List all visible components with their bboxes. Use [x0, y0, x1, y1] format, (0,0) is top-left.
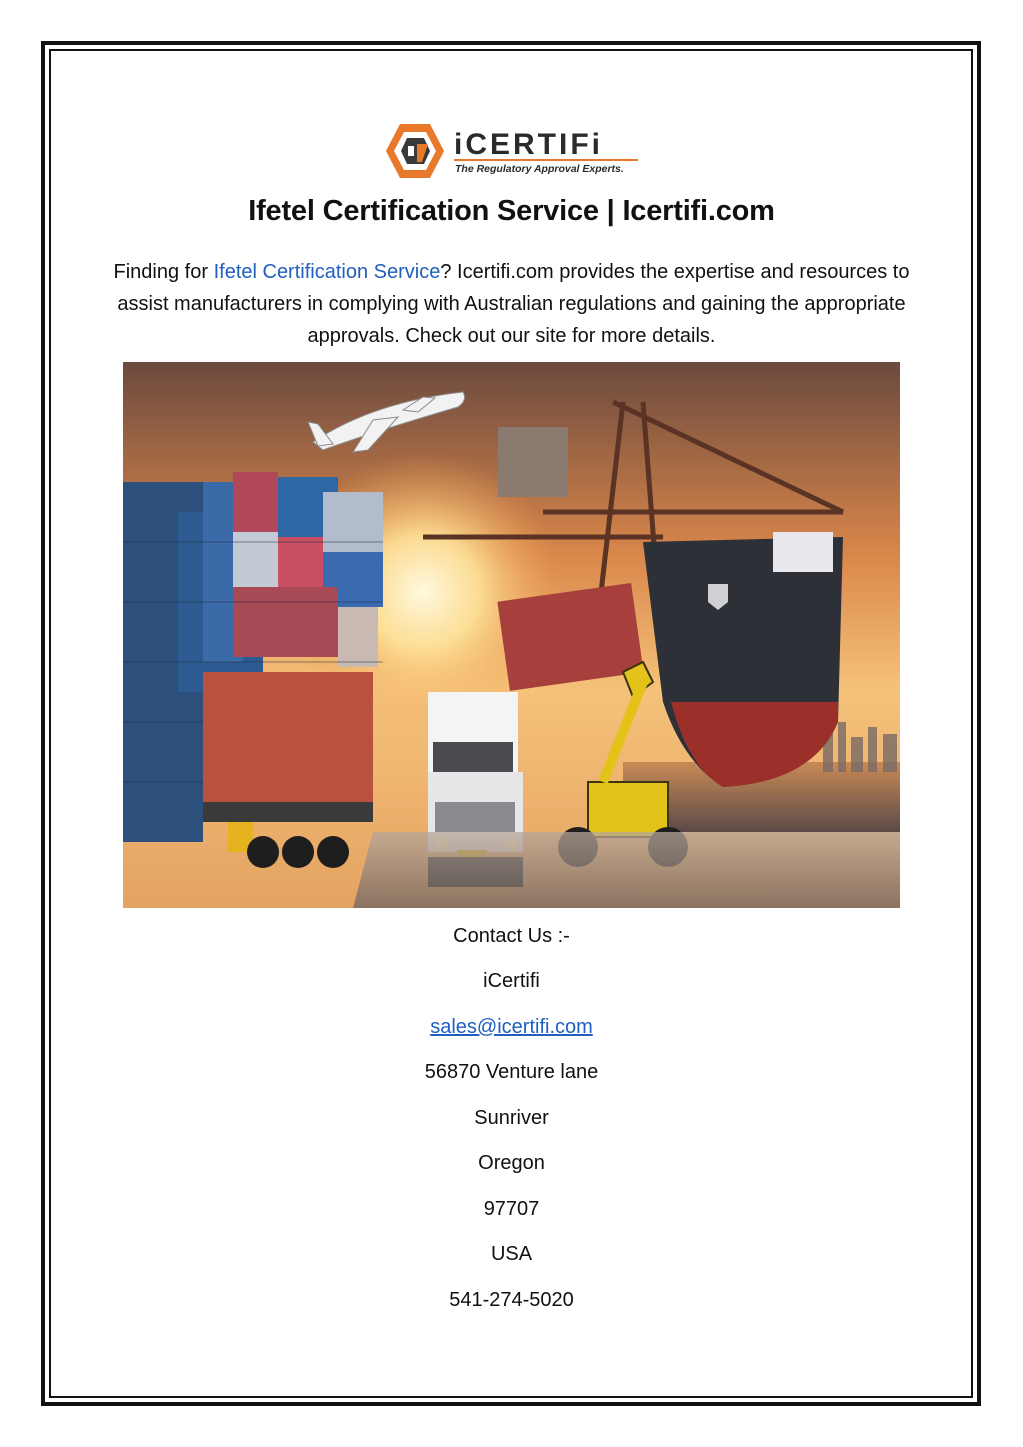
contact-city: Sunriver	[474, 1107, 549, 1129]
contact-state: Oregon	[478, 1152, 545, 1174]
contact-phone: 541-274-5020	[449, 1289, 574, 1311]
icertifi-logo	[384, 120, 642, 182]
intro-paragraph	[110, 256, 913, 352]
intro-prefix: Finding for	[113, 261, 214, 283]
logo-tagline: The Regulatory Approval Experts.	[455, 163, 624, 175]
ifetel-service-link[interactable]: Ifetel Certification Service	[213, 261, 441, 283]
contact-email-row	[60, 1016, 963, 1039]
contact-company: iCertifi	[483, 970, 540, 992]
contact-heading: Contact Us :-	[453, 925, 570, 947]
logo-wordmark: iCERTIFi	[454, 128, 603, 161]
contact-country: USA	[490, 1243, 533, 1265]
contact-email-link[interactable]: sales@icertifi.com	[430, 1016, 593, 1038]
intro-suffix: ? Icertifi.com provides the expertise and resources to assist manufacturers in complying with Australian regulations and gaining the appropriate approvals. Check out our site for more details.	[117, 261, 910, 347]
page-title: Ifetel Certification Service | Icertifi.com	[248, 195, 775, 227]
contact-street: 56870 Venture lane	[424, 1061, 599, 1083]
contact-zip: 97707	[483, 1198, 540, 1220]
logistics-hero-image	[123, 362, 900, 908]
logo-mark-icon	[386, 124, 444, 178]
